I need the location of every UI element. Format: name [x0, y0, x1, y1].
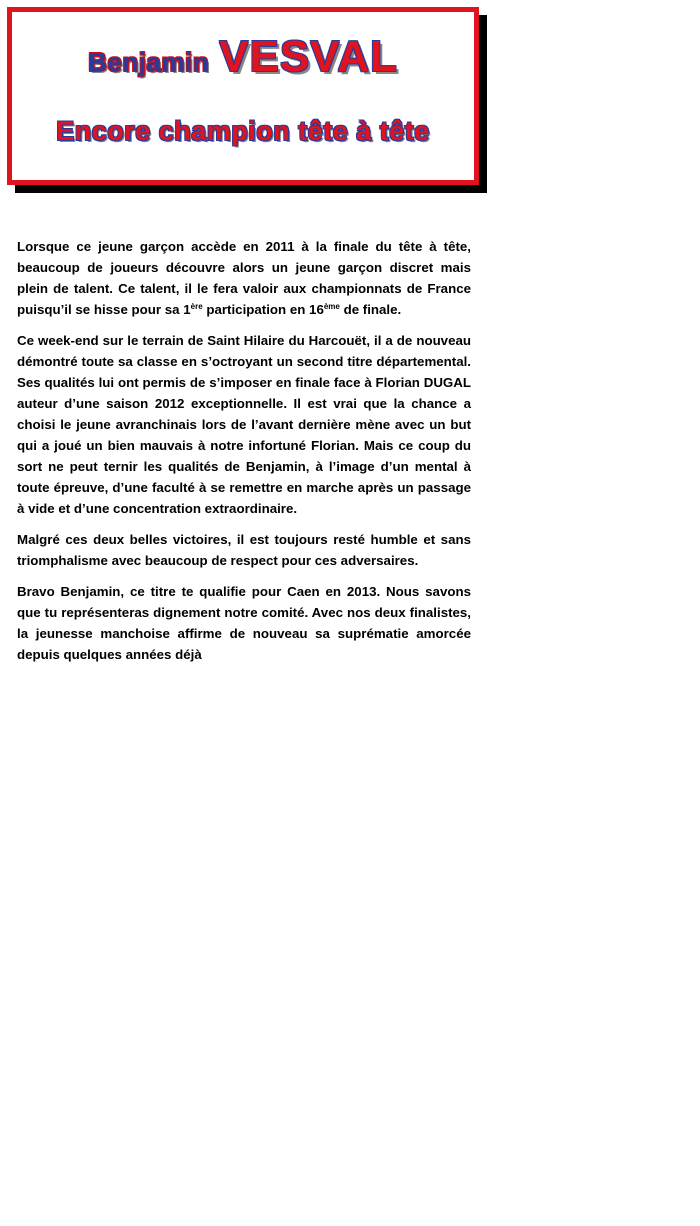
superscript-eme: ème: [323, 302, 340, 311]
superscript-ere: ère: [190, 302, 203, 311]
paragraph-1-text-c: de finale.: [339, 302, 402, 317]
article-paragraph-3: Malgré ces deux belles victoires, il est toujours resté humble et sans triomphalisme avec beaucoup de respect pour ces adversaires.: [17, 532, 471, 568]
title-box: [7, 7, 479, 185]
article-body: [17, 236, 471, 675]
paragraph-1-text-b: participation en 16: [202, 302, 324, 317]
title-name: [12, 32, 474, 82]
article-paragraph-2: Ce week-end sur le terrain de Saint Hilaire du Harcouët, il a de nouveau démontré toute sa classe en s’octroyant un second titre départemental. Ses qualités lui ont permis de s’imposer en finale face à Florian DUGAL auteur d’une saison 2012 exceptionnelle. Il est vrai que la chance a choisi le jeune avranchinais lors de l’avant dernière mène avec un but qui a joué un bien mauvais à notre infortuné Florian. Mais ce coup du sort ne peut ternir les qualités de Benjamin, à l’image d’un mental à toute épreuve, d’une faculté à se remettre en marche après un passage à vide et d’une concentration extraordinaire.: [17, 333, 471, 516]
article-paragraph-4: Bravo Benjamin, ce titre te qualifie pour Caen en 2013. Nous savons que tu représenteras dignement notre comité. Avec nos deux finalistes, la jeunesse manchoise affirme de nouveau sa suprématie amorcée depuis quelques années déjà: [17, 584, 471, 662]
title-last-name: VESVAL: [219, 32, 398, 81]
title-subtitle: Encore champion tête à tête: [56, 116, 430, 146]
paragraph-1-text-a: Lorsque ce jeune garçon accède en 2011 à la finale du tête à tête, beaucoup de joueurs découvre alors un jeune garçon discret mais plein de talent. Ce talent, il le fera valoir aux championnats de France puisqu’il se hisse pour sa 1: [17, 239, 471, 317]
article-paragraph-1: [17, 236, 471, 320]
title-first-name: Benjamin: [88, 47, 210, 77]
